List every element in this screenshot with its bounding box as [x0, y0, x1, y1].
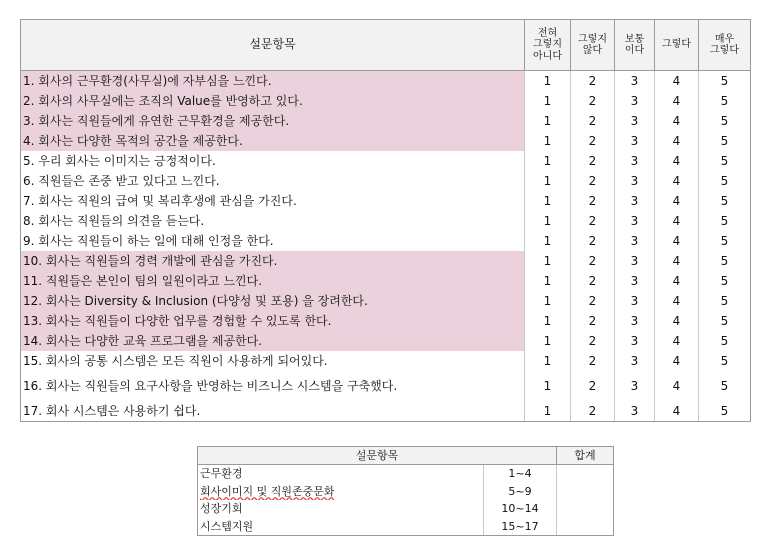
- scale-option-1[interactable]: 1: [525, 251, 571, 271]
- scale-option-4[interactable]: 4: [655, 351, 699, 371]
- scale-header-line: 그렇지: [578, 33, 607, 45]
- scale-option-3[interactable]: 3: [615, 371, 655, 401]
- scale-option-2[interactable]: 2: [571, 151, 615, 171]
- summary-total-cell[interactable]: [557, 465, 614, 483]
- scale-option-1[interactable]: 1: [525, 71, 571, 92]
- scale-option-5[interactable]: 5: [699, 291, 751, 311]
- scale-option-2[interactable]: 2: [571, 171, 615, 191]
- scale-option-4[interactable]: 4: [655, 211, 699, 231]
- summary-table: [197, 446, 614, 536]
- scale-option-5[interactable]: 5: [699, 371, 751, 401]
- question-text: 1. 회사의 근무환경(사무실)에 자부심을 느낀다.: [21, 71, 525, 92]
- scale-option-1[interactable]: 1: [525, 191, 571, 211]
- scale-header-line: 그렇다: [710, 45, 739, 56]
- scale-option-4[interactable]: 4: [655, 311, 699, 331]
- scale-option-3[interactable]: 3: [615, 291, 655, 311]
- scale-option-4[interactable]: 4: [655, 71, 699, 92]
- scale-option-1[interactable]: 1: [525, 401, 571, 422]
- survey-body: [21, 71, 751, 422]
- summary-header-row: [198, 447, 614, 465]
- scale-option-1[interactable]: 1: [525, 271, 571, 291]
- scale-option-3[interactable]: 3: [615, 91, 655, 111]
- question-text: 7. 회사는 직원의 급여 및 복리후생에 관심을 가진다.: [21, 191, 525, 211]
- question-text: 3. 회사는 직원들에게 유연한 근무환경을 제공한다.: [21, 111, 525, 131]
- question-row: [21, 371, 751, 401]
- scale-option-1[interactable]: 1: [525, 351, 571, 371]
- scale-option-5[interactable]: 5: [699, 311, 751, 331]
- scale-header-1: [525, 20, 571, 71]
- scale-option-1[interactable]: 1: [525, 311, 571, 331]
- scale-option-3[interactable]: 3: [615, 251, 655, 271]
- summary-total-cell[interactable]: [557, 518, 614, 536]
- scale-option-5[interactable]: 5: [699, 231, 751, 251]
- summary-row: [198, 465, 614, 483]
- question-text: 13. 회사는 직원들이 다양한 업무를 경험할 수 있도록 한다.: [21, 311, 525, 331]
- scale-option-3[interactable]: 3: [615, 331, 655, 351]
- scale-option-5[interactable]: 5: [699, 331, 751, 351]
- scale-header-line: 그렇지: [533, 39, 562, 51]
- scale-header-5: [699, 20, 751, 71]
- question-row: [21, 401, 751, 422]
- scale-option-1[interactable]: 1: [525, 291, 571, 311]
- scale-option-5[interactable]: 5: [699, 401, 751, 422]
- scale-option-4[interactable]: 4: [655, 271, 699, 291]
- question-row: [21, 231, 751, 251]
- scale-option-4[interactable]: 4: [655, 291, 699, 311]
- scale-header-line: 보통: [624, 33, 645, 45]
- scale-option-5[interactable]: 5: [699, 191, 751, 211]
- scale-option-3[interactable]: 3: [615, 351, 655, 371]
- scale-option-2[interactable]: 2: [571, 91, 615, 111]
- scale-option-4[interactable]: 4: [655, 251, 699, 271]
- scale-option-5[interactable]: 5: [699, 71, 751, 92]
- question-text: 16. 회사는 직원들의 요구사항을 반영하는 비즈니스 시스템을 구축했다.: [21, 371, 525, 401]
- scale-option-2[interactable]: 2: [571, 291, 615, 311]
- scale-option-1[interactable]: 1: [525, 371, 571, 401]
- scale-option-2[interactable]: 2: [571, 231, 615, 251]
- scale-option-4[interactable]: 4: [655, 401, 699, 422]
- summary-row: [198, 483, 614, 501]
- question-row: [21, 111, 751, 131]
- scale-option-1[interactable]: 1: [525, 211, 571, 231]
- summary-total-cell[interactable]: [557, 500, 614, 518]
- scale-option-3[interactable]: 3: [615, 211, 655, 231]
- scale-option-4[interactable]: 4: [655, 191, 699, 211]
- scale-option-2[interactable]: 2: [571, 271, 615, 291]
- scale-option-4[interactable]: 4: [655, 171, 699, 191]
- scale-option-5[interactable]: 5: [699, 171, 751, 191]
- scale-option-3[interactable]: 3: [615, 191, 655, 211]
- question-text: 14. 회사는 다양한 교육 프로그램을 제공한다.: [21, 331, 525, 351]
- scale-option-4[interactable]: 4: [655, 91, 699, 111]
- scale-header-4: [655, 20, 699, 71]
- scale-option-2[interactable]: 2: [571, 311, 615, 331]
- question-text: 5. 우리 회사는 이미지는 긍정적이다.: [21, 151, 525, 171]
- scale-option-4[interactable]: 4: [655, 331, 699, 351]
- question-row: [21, 331, 751, 351]
- scale-option-4[interactable]: 4: [655, 371, 699, 401]
- scale-option-3[interactable]: 3: [615, 311, 655, 331]
- summary-label: [198, 483, 484, 501]
- question-text: 6. 직원들은 존중 받고 있다고 느낀다.: [21, 171, 525, 191]
- question-text: 2. 회사의 사무실에는 조직의 Value를 반영하고 있다.: [21, 91, 525, 111]
- survey-item-header: 설문항목: [21, 20, 525, 71]
- question-row: [21, 311, 751, 331]
- scale-option-1[interactable]: 1: [525, 171, 571, 191]
- summary-row: [198, 518, 614, 536]
- question-row: [21, 271, 751, 291]
- question-row: [21, 91, 751, 111]
- scale-option-5[interactable]: 5: [699, 111, 751, 131]
- scale-option-3[interactable]: 3: [615, 231, 655, 251]
- scale-option-5[interactable]: 5: [699, 131, 751, 151]
- scale-option-5[interactable]: 5: [699, 151, 751, 171]
- question-text: 10. 회사는 직원들의 경력 개발에 관심을 가진다.: [21, 251, 525, 271]
- scale-option-3[interactable]: 3: [615, 131, 655, 151]
- question-row: [21, 131, 751, 151]
- scale-option-2[interactable]: 2: [571, 131, 615, 151]
- scale-option-3[interactable]: 3: [615, 401, 655, 422]
- summary-label: 근무환경: [198, 465, 484, 483]
- question-text: 4. 회사는 다양한 목적의 공간을 제공한다.: [21, 131, 525, 151]
- summary-label-text: 회사이미지 및 직원존중문화: [200, 484, 335, 498]
- question-text: 8. 회사는 직원들의 의견을 듣는다.: [21, 211, 525, 231]
- scale-option-2[interactable]: 2: [571, 371, 615, 401]
- question-text: 9. 회사는 직원들이 하는 일에 대해 인정을 한다.: [21, 231, 525, 251]
- summary-label: 성장기회: [198, 500, 484, 518]
- scale-option-2[interactable]: 2: [571, 251, 615, 271]
- scale-option-3[interactable]: 3: [615, 171, 655, 191]
- question-row: [21, 211, 751, 231]
- scale-option-3[interactable]: 3: [615, 111, 655, 131]
- scale-option-5[interactable]: 5: [699, 251, 751, 271]
- scale-header-line: 그렇다: [662, 39, 691, 51]
- survey-header-row: [21, 20, 751, 71]
- scale-option-1[interactable]: 1: [525, 91, 571, 111]
- scale-header-line: 매우: [714, 33, 735, 45]
- scale-option-2[interactable]: 2: [571, 401, 615, 422]
- question-row: [21, 171, 751, 191]
- scale-option-2[interactable]: 2: [571, 331, 615, 351]
- summary-range: 5~9: [484, 483, 557, 501]
- question-text: 15. 회사의 공통 시스템은 모든 직원이 사용하게 되어있다.: [21, 351, 525, 371]
- scale-option-4[interactable]: 4: [655, 151, 699, 171]
- question-text: 11. 직원들은 본인이 팀의 일원이라고 느낀다.: [21, 271, 525, 291]
- scale-option-1[interactable]: 1: [525, 331, 571, 351]
- scale-header-2: [571, 20, 615, 71]
- scale-header-line: 이다: [624, 45, 645, 56]
- question-row: [21, 191, 751, 211]
- question-row: [21, 71, 751, 92]
- scale-header-line: 않다: [582, 45, 603, 56]
- scale-option-2[interactable]: 2: [571, 351, 615, 371]
- scale-option-5[interactable]: 5: [699, 211, 751, 231]
- question-row: [21, 291, 751, 311]
- summary-range: 10~14: [484, 500, 557, 518]
- summary-item-header: 설문항목: [198, 447, 557, 465]
- scale-option-1[interactable]: 1: [525, 151, 571, 171]
- question-text: 12. 회사는 Diversity & Inclusion (다양성 및 포용) 을 장려한다.: [21, 291, 525, 311]
- scale-header-line: 전혀: [537, 27, 558, 39]
- summary-row: [198, 500, 614, 518]
- scale-option-2[interactable]: 2: [571, 211, 615, 231]
- summary-range: 15~17: [484, 518, 557, 536]
- scale-option-3[interactable]: 3: [615, 71, 655, 92]
- scale-header-line: 아니다: [533, 50, 562, 62]
- survey-table: [20, 19, 751, 422]
- question-text: 17. 회사 시스템은 사용하기 쉽다.: [21, 401, 525, 422]
- scale-option-4[interactable]: 4: [655, 231, 699, 251]
- scale-option-5[interactable]: 5: [699, 271, 751, 291]
- summary-label: 시스템지원: [198, 518, 484, 536]
- scale-option-1[interactable]: 1: [525, 111, 571, 131]
- scale-option-1[interactable]: 1: [525, 131, 571, 151]
- scale-option-5[interactable]: 5: [699, 91, 751, 111]
- summary-range: 1~4: [484, 465, 557, 483]
- summary-total-cell[interactable]: [557, 483, 614, 501]
- summary-total-header: 합계: [557, 447, 614, 465]
- scale-option-4[interactable]: 4: [655, 111, 699, 131]
- scale-option-1[interactable]: 1: [525, 231, 571, 251]
- scale-option-2[interactable]: 2: [571, 191, 615, 211]
- scale-option-3[interactable]: 3: [615, 151, 655, 171]
- scale-header-3: [615, 20, 655, 71]
- scale-option-4[interactable]: 4: [655, 131, 699, 151]
- question-row: [21, 251, 751, 271]
- scale-option-2[interactable]: 2: [571, 71, 615, 92]
- scale-option-3[interactable]: 3: [615, 271, 655, 291]
- scale-option-5[interactable]: 5: [699, 351, 751, 371]
- question-row: [21, 351, 751, 371]
- question-row: [21, 151, 751, 171]
- scale-option-2[interactable]: 2: [571, 111, 615, 131]
